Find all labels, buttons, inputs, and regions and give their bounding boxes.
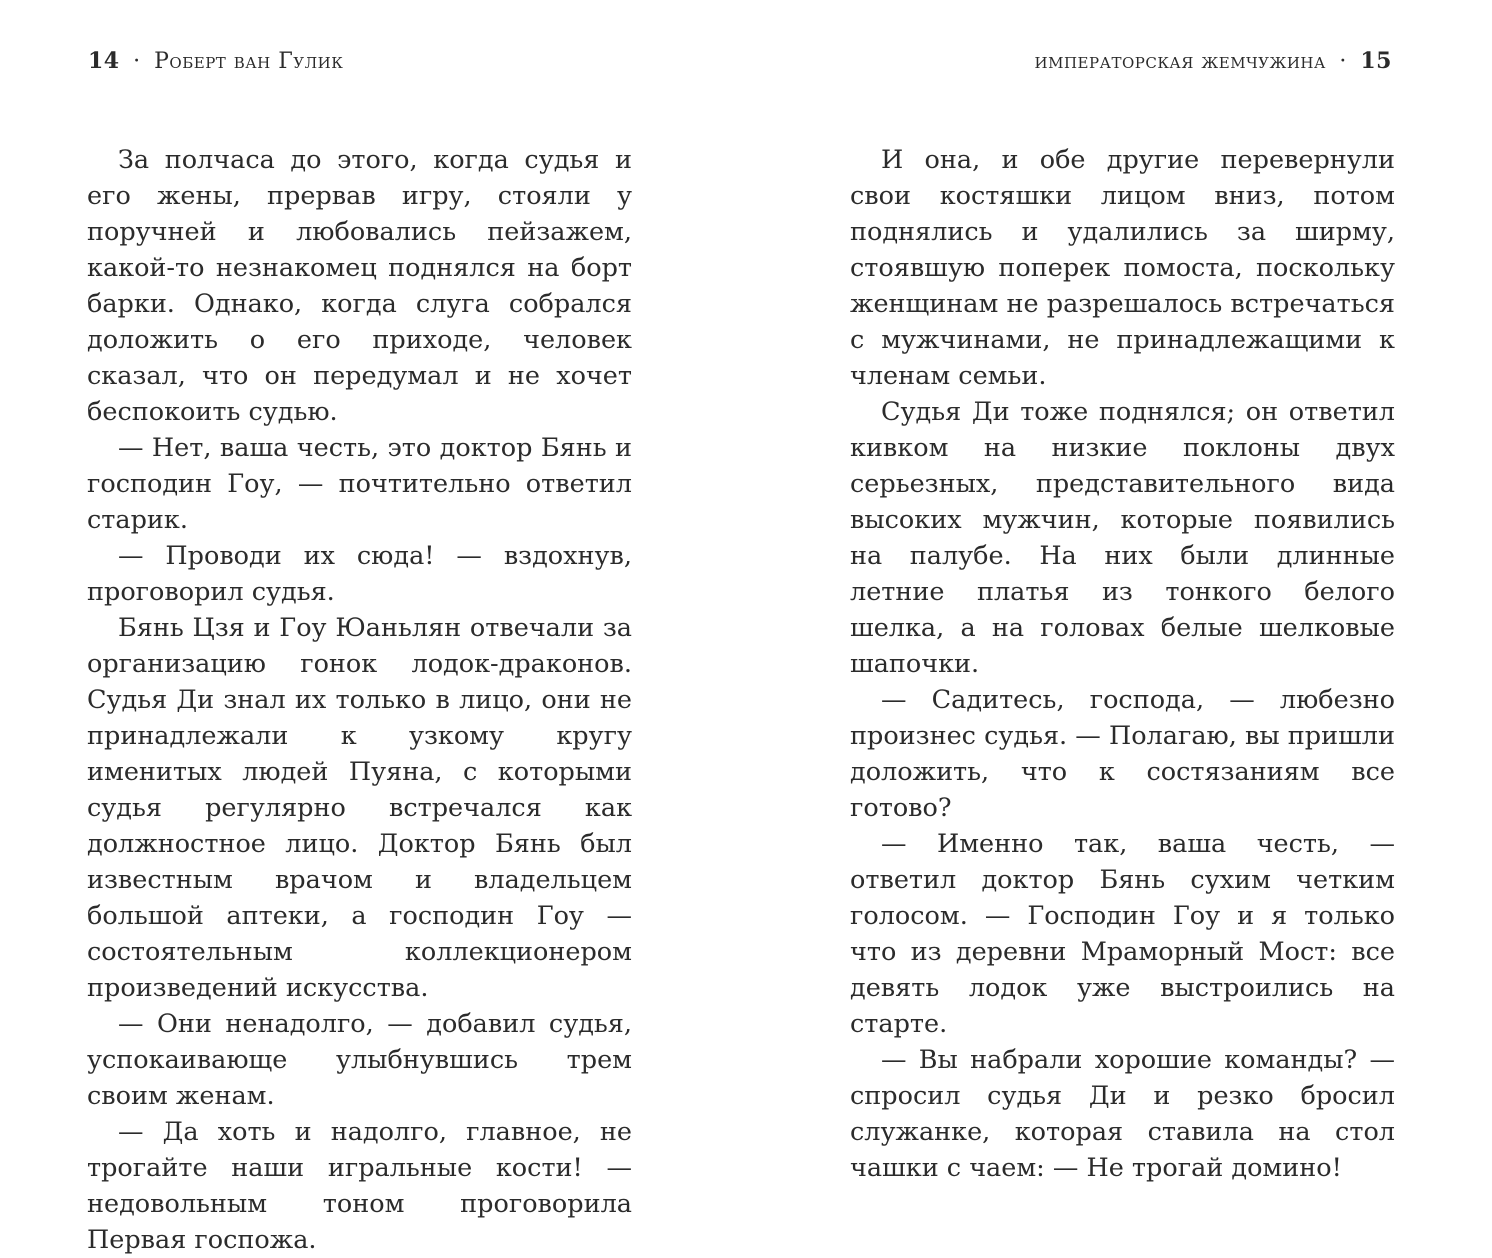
right-text-block	[850, 142, 1395, 1186]
left-paragraph-5: — Они ненадолго, — добавил судья, успокаивающе улыбнувшись трем своим женам.	[87, 1009, 632, 1111]
right-page	[746, 0, 1492, 1183]
left-page	[0, 0, 746, 1255]
left-header-separator: ·	[133, 49, 141, 74]
left-page-number: 14	[88, 48, 120, 74]
left-running-title: Роберт ван Гулик	[154, 49, 344, 74]
right-paragraph-4: — Именно так, ваша честь, — ответил доктор Бянь сухим четким голосом. — Господин Гоу и я только что из деревни Мраморный Мост: все девять лодок уже выстроились на старте.	[850, 829, 1395, 1039]
right-paragraph-5: — Вы набрали хорошие команды? — спросил судья Ди и резко бросил служанке, которая ставила на стол чашки с чаем: — Не трогай домино!	[850, 1045, 1395, 1183]
right-paragraph-3: — Садитесь, господа, — любезно произнес судья. — Полагаю, вы пришли доложить, что к состязаниям все готово?	[850, 685, 1395, 823]
left-paragraph-6: — Да хоть и надолго, главное, не трогайте наши игральные кости! — недовольным тоном проговорила Первая госпожа.	[87, 1117, 632, 1255]
left-paragraph-3: — Проводи их сюда! — вздохнув, проговорил судья.	[87, 541, 632, 607]
left-paragraph-1: За полчаса до этого, когда судья и его жены, прервав игру, стояли у поручней и любовались пейзажем, какой-то незнакомец поднялся на борт барки. Однако, когда слуга собрался доложить о его приходе, человек сказал, что он передумал и не хочет беспокоить судью.	[87, 145, 632, 427]
left-text-block	[87, 142, 632, 1258]
left-running-head	[88, 48, 343, 74]
left-paragraph-2: — Нет, ваша честь, это доктор Бянь и господин Гоу, — почтительно ответил старик.	[87, 433, 632, 535]
right-running-title: императорская жемчужина	[1034, 49, 1326, 74]
right-paragraph-1: И она, и обе другие перевернули свои костяшки лицом вниз, потом поднялись и удалились за ширму, стоявшую поперек помоста, поскольку женщинам не разрешалось встречаться с мужчинами, не принадлежащими к членам семьи.	[850, 145, 1395, 391]
left-paragraph-4: Бянь Цзя и Гоу Юаньлян отвечали за организацию гонок лодок-драконов. Судья Ди знал их только в лицо, они не принадлежали к узкому кругу именитых людей Пуяна, с которыми судья регулярно встречался как должностное лицо. Доктор Бянь был известным врачом и владельцем большой аптеки, а господин Гоу — состоятельным коллекционером произведений искусства.	[87, 613, 632, 1003]
right-header-separator: ·	[1339, 49, 1347, 74]
right-paragraph-2: Судья Ди тоже поднялся; он ответил кивком на низкие поклоны двух серьезных, представительного вида высоких мужчин, которые появились на палубе. На них были длинные летние платья из тонкого белого шелка, а на головах белые шелковые шапочки.	[850, 397, 1395, 679]
right-page-number: 15	[1360, 48, 1392, 74]
right-running-head	[1035, 48, 1392, 74]
